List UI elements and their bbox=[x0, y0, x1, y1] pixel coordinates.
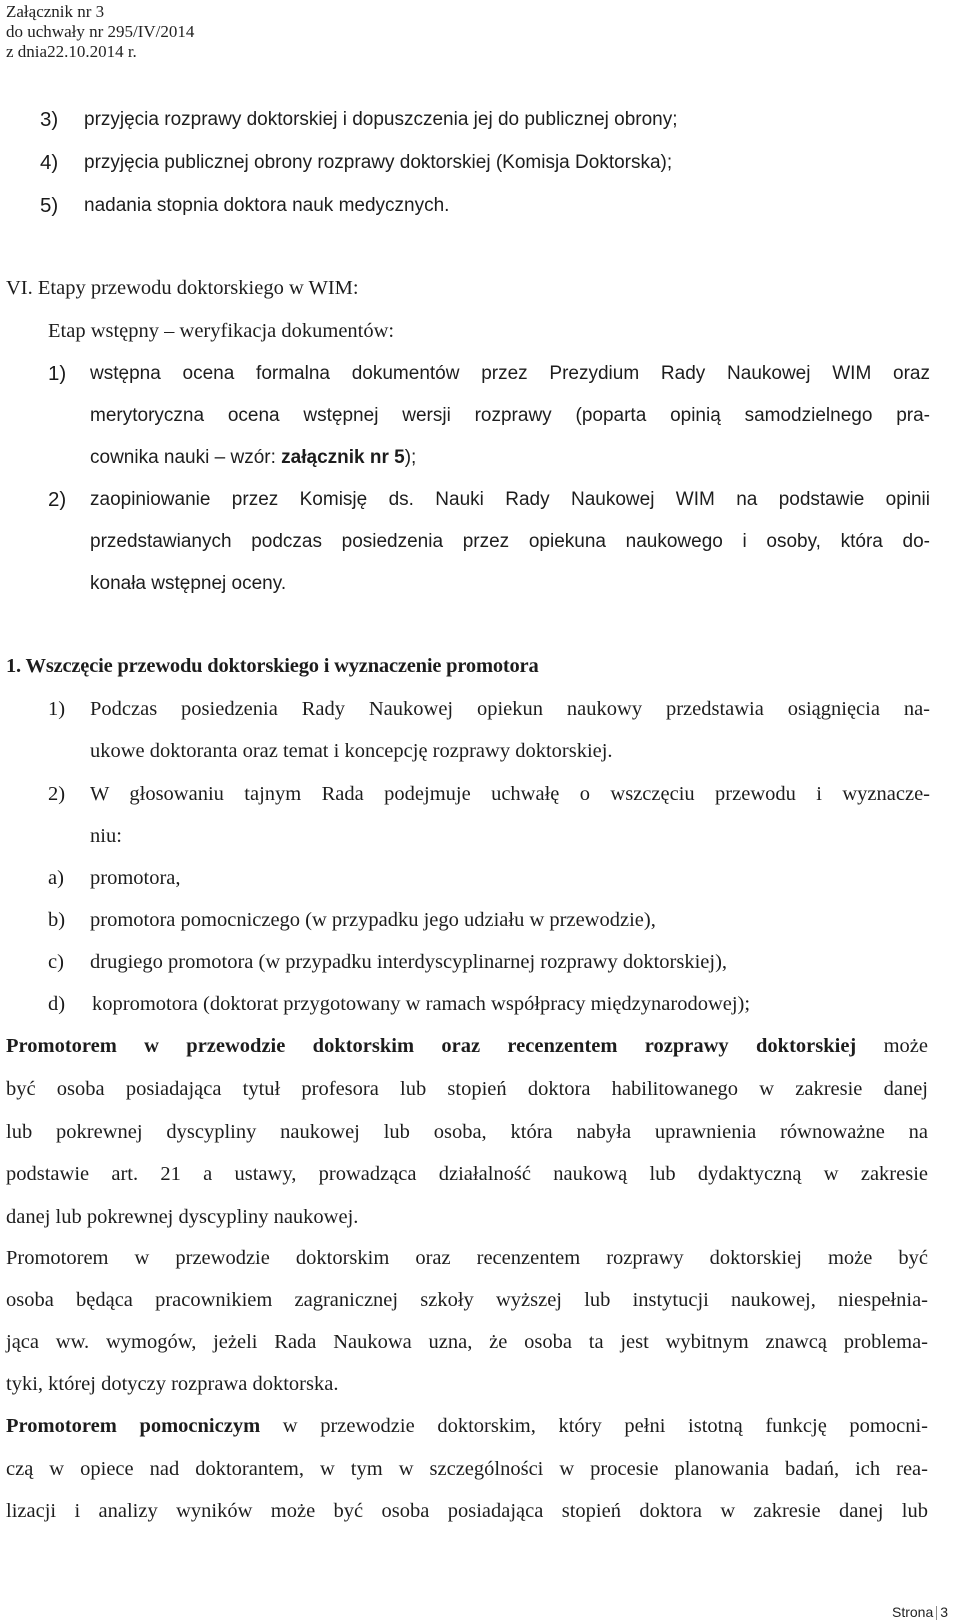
paragraph-line: tyki, której dotyczy rozprawa doktorska. bbox=[6, 1373, 339, 1395]
paragraph-text: może bbox=[856, 1035, 928, 1057]
attachment-reference: załącznik nr 5 bbox=[281, 447, 405, 468]
list-item-text: kopromotora (doktorat przygotowany w ramach współpracy międzynarodowej); bbox=[92, 993, 751, 1015]
list-letter: c) bbox=[48, 951, 64, 973]
list-item-text: promotora pomocniczego (w przypadku jego udziału w przewodzie), bbox=[90, 909, 656, 931]
paragraph-line: niu: bbox=[90, 825, 122, 847]
section-subtitle: Etap wstępny – weryfikacja dokumentów: bbox=[48, 320, 395, 342]
bold-term: Promotorem w przewodzie doktorskim oraz recenzentem rozprawy doktorskiej bbox=[6, 1035, 857, 1057]
paragraph-line: konała wstępnej oceny. bbox=[90, 573, 287, 594]
list-number: 4) bbox=[40, 151, 59, 174]
list-letter: b) bbox=[48, 909, 66, 931]
page-number: 3 bbox=[940, 1604, 949, 1620]
paragraph-line: ukowe doktoranta oraz temat i koncepcję rozprawy doktorskiej. bbox=[90, 740, 613, 762]
paragraph-line: przedstawianych podczas posiedzenia przez opiekuna naukowego i osoby, która do- bbox=[90, 531, 930, 552]
page-footer bbox=[892, 1604, 948, 1620]
list-number: 1) bbox=[48, 698, 66, 720]
list-number: 3) bbox=[40, 108, 59, 131]
section-title-text: 1. Wszczęcie przewodu doktorskiego i wyznaczenie promotora bbox=[6, 655, 539, 677]
paragraph-line: Promotorem w przewodzie doktorskim oraz recenzentem rozprawy doktorskiej może być bbox=[6, 1247, 928, 1269]
paragraph-line: lizacji i analizy wyników może być osoba posiadająca stopień doktora w zakresie danej lub bbox=[6, 1500, 928, 1522]
list-number: 1) bbox=[48, 362, 67, 385]
paragraph-line bbox=[6, 1412, 928, 1440]
list-item-text: nadania stopnia doktora nauk medycznych. bbox=[84, 195, 450, 216]
paragraph-line: wstępna ocena formalna dokumentów przez Prezydium Rady Naukowej WIM oraz bbox=[90, 363, 930, 384]
paragraph-line bbox=[6, 1032, 928, 1060]
list-letter: d) bbox=[48, 993, 66, 1015]
section-title bbox=[6, 652, 539, 680]
paragraph-line: jąca ww. wymogów, jeżeli Rada Naukowa uzna, że osoba ta jest wybitnym znawcą problema- bbox=[6, 1331, 928, 1353]
footer-divider bbox=[936, 1606, 937, 1620]
paragraph-line: lub pokrewnej dyscypliny naukowej lub osoba, która nabyła uprawnienia równoważne na bbox=[6, 1121, 928, 1143]
paragraph-line: czą w opiece nad doktorantem, w tym w szczególności w procesie planowania badań, ich rea- bbox=[6, 1458, 928, 1480]
list-letter: a) bbox=[48, 867, 64, 889]
list-item-text: drugiego promotora (w przypadku interdyscyplinarnej rozprawy doktorskiej), bbox=[90, 951, 728, 973]
list-item-text: promotora, bbox=[90, 867, 181, 889]
paragraph-line bbox=[90, 444, 416, 472]
paragraph-line: podstawie art. 21 a ustawy, prowadząca działalność naukową lub dydaktyczną w zakresie bbox=[6, 1163, 928, 1185]
paragraph-line: zaopiniowanie przez Komisję ds. Nauki Rady Naukowej WIM na podstawie opinii bbox=[90, 489, 930, 510]
bold-term: Promotorem pomocniczym bbox=[6, 1415, 261, 1437]
paragraph-text: cownika nauki – wzór: bbox=[90, 447, 282, 468]
section-title: VI. Etapy przewodu doktorskiego w WIM: bbox=[6, 277, 359, 299]
paragraph-line: merytoryczna ocena wstępnej wersji rozprawy (poparta opinią samodzielnego pra- bbox=[90, 405, 930, 426]
list-number: 5) bbox=[40, 194, 59, 217]
list-item-text: przyjęcia publicznej obrony rozprawy doktorskiej (Komisja Doktorska); bbox=[84, 152, 673, 173]
list-number: 2) bbox=[48, 488, 67, 511]
attachment-header-line: Załącznik nr 3 bbox=[6, 2, 105, 21]
paragraph-line: W głosowaniu tajnym Rada podejmuje uchwałę o wszczęciu przewodu i wyznacze- bbox=[90, 783, 930, 805]
paragraph-line: danej lub pokrewnej dyscypliny naukowej. bbox=[6, 1206, 359, 1228]
list-item-text: przyjęcia rozprawy doktorskiej i dopuszczenia jej do publicznej obrony; bbox=[84, 109, 678, 130]
paragraph-text: w przewodzie doktorskim, który pełni istotną funkcję pomocni- bbox=[260, 1415, 928, 1437]
paragraph-line: osoba będąca pracownikiem zagranicznej szkoły wyższej lub instytucji naukowej, niespełnia- bbox=[6, 1289, 928, 1311]
page-label: Strona bbox=[892, 1604, 934, 1620]
resolution-header-line: do uchwały nr 295/IV/2014 bbox=[6, 22, 195, 41]
paragraph-line: być osoba posiadająca tytuł profesora lub stopień doktora habilitowanego w zakresie danej bbox=[6, 1078, 928, 1100]
list-number: 2) bbox=[48, 783, 66, 805]
date-header-line: z dnia22.10.2014 r. bbox=[6, 42, 137, 61]
paragraph-text: ); bbox=[404, 447, 417, 468]
paragraph-line: Podczas posiedzenia Rady Naukowej opiekun naukowy przedstawia osiągnięcia na- bbox=[90, 698, 930, 720]
